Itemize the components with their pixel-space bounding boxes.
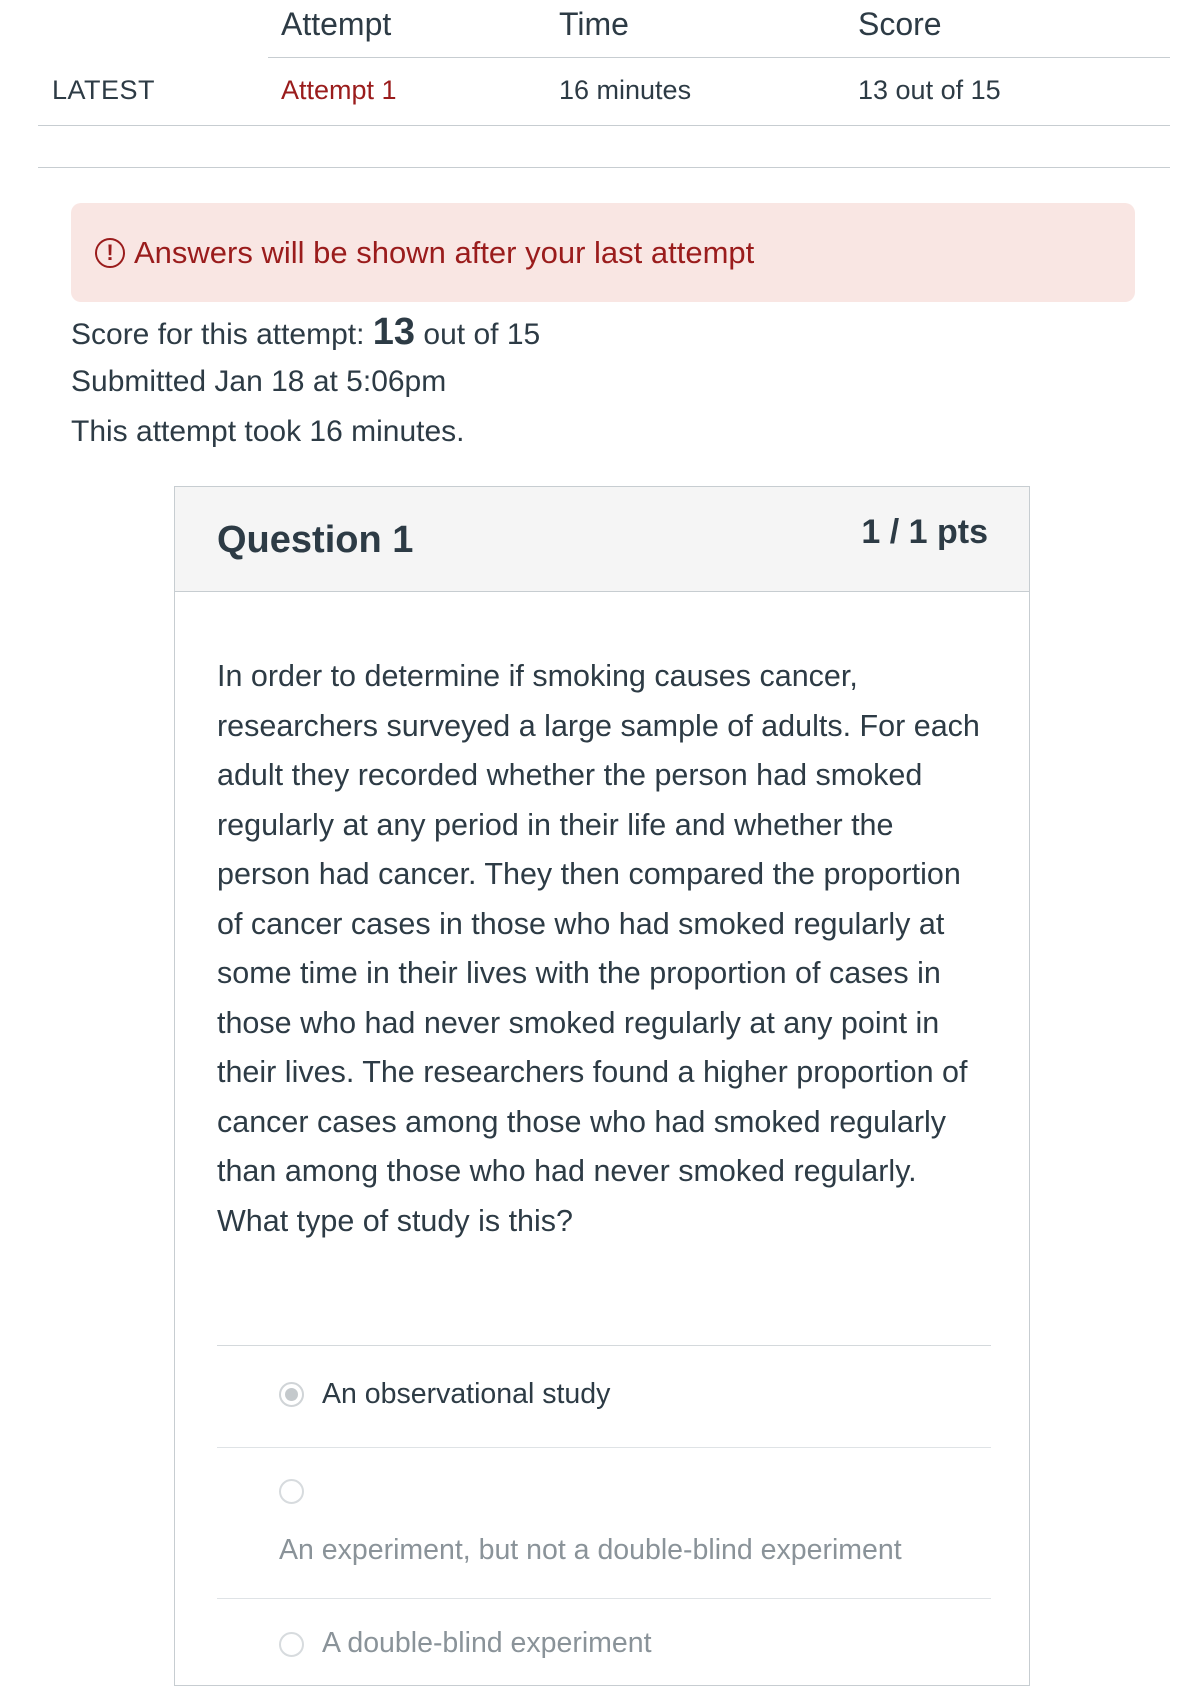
attempt-summary — [71, 307, 540, 457]
answer-option[interactable] — [217, 1345, 991, 1447]
attempts-table-header — [268, 0, 1170, 58]
answer-list — [217, 1345, 991, 1659]
attempt-score: 13 out of 15 — [858, 75, 1001, 105]
answer-label: An experiment, but not a double-blind experiment — [279, 1534, 902, 1566]
exclamation-circle-icon: ! — [95, 238, 125, 268]
answer-option[interactable] — [217, 1447, 991, 1598]
latest-label: LATEST — [52, 75, 156, 105]
answer-label: An observational study — [322, 1378, 611, 1410]
column-header-time: Time — [559, 6, 629, 42]
alert-text: Answers will be shown after your last attempt — [134, 234, 755, 270]
attempt-time: 16 minutes — [559, 75, 692, 105]
score-label: Score for this attempt: — [71, 318, 365, 351]
section-divider — [38, 167, 1170, 168]
question-title: Question 1 — [217, 519, 414, 561]
answer-option[interactable] — [217, 1598, 991, 1659]
question-header — [175, 487, 1029, 592]
attempts-table — [38, 0, 1170, 126]
radio-unselected-icon[interactable] — [279, 1632, 304, 1657]
question-card — [174, 486, 1030, 1686]
column-header-score: Score — [858, 6, 942, 42]
score-suffix: out of 15 — [423, 318, 541, 351]
answer-label: A double-blind experiment — [322, 1627, 652, 1659]
table-row — [38, 58, 1170, 126]
question-text: In order to determine if smoking causes cancer, researchers surveyed a large sample of adults. For each adult they recorded whether the person had smoked regularly at any period in their life and whether the person had cancer. They then compared the proportion of cancer cases in those who had smoked regularly at some time in their lives with the proportion of cases in those who had never smoked regularly at any point in their lives. The researchers found a higher proportion of cancer cases among those who had smoked regularly than among those who had never smoked regularly. What type of study is this? — [217, 659, 980, 1238]
question-points: 1 / 1 pts — [861, 513, 988, 551]
answers-hidden-alert — [71, 203, 1135, 302]
duration-line: This attempt took 16 minutes. — [71, 415, 465, 448]
score-line — [71, 307, 540, 357]
column-header-attempt: Attempt — [281, 6, 392, 42]
radio-selected-icon[interactable] — [279, 1382, 304, 1407]
submitted-line: Submitted Jan 18 at 5:06pm — [71, 365, 447, 398]
radio-unselected-icon[interactable] — [279, 1479, 304, 1504]
attempt-1-link[interactable]: Attempt 1 — [281, 75, 397, 105]
score-value: 13 — [372, 311, 416, 353]
